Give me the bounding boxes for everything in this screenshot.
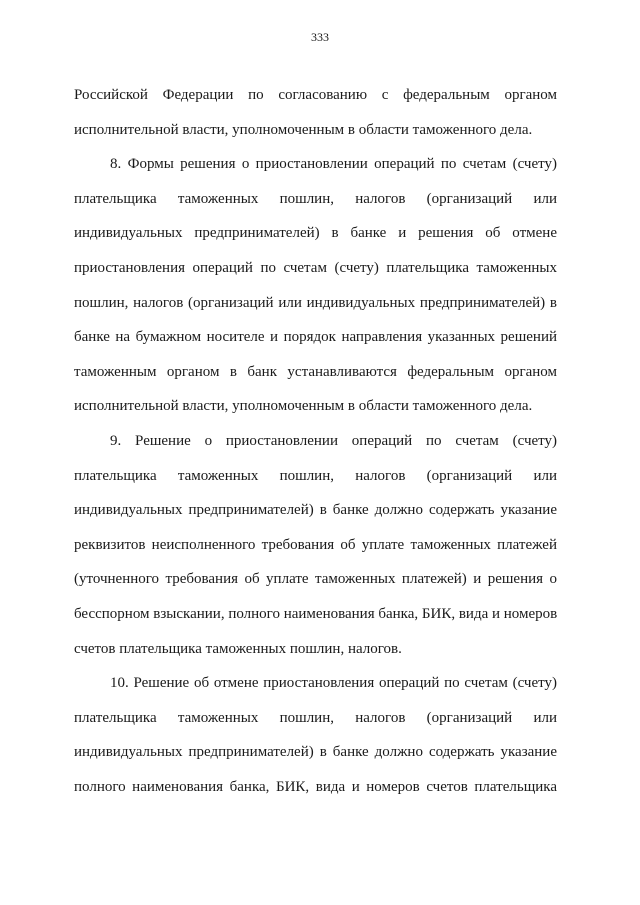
document-body [74, 78, 557, 804]
text-line: плательщика таможенных пошлин, налогов (организаций или [74, 190, 557, 207]
text-line: индивидуальных предпринимателей) в банке должно содержать указание [74, 744, 557, 761]
text-line: индивидуальных предпринимателей) в банке должно содержать указание [74, 502, 557, 519]
text-line: счетов плательщика таможенных пошлин, налогов. [74, 640, 402, 657]
text-line: исполнительной власти, уполномоченным в области таможенного дела. [74, 121, 533, 138]
paragraph-item-9 [74, 424, 557, 666]
text-line: бесспорном взыскании, полного наименования банка, БИК, вида и номеров [74, 605, 558, 622]
text-line: (уточненного требования об уплате таможенных платежей) и решения о [74, 571, 557, 588]
text-line: таможенным органом в банк устанавливаются федеральным органом [74, 363, 557, 380]
text-line: полного наименования банка, БИК, вида и номеров счетов плательщика [74, 778, 557, 795]
text-line: 9. Решение о приостановлении операций по счетам (счету) [110, 432, 557, 449]
text-line: приостановления операций по счетам (счету) плательщика таможенных [74, 259, 557, 276]
text-line: пошлин, налогов (организаций или индивидуальных предпринимателей) в [74, 294, 557, 311]
paragraph-item-10 [74, 666, 557, 804]
paragraph-continuation [74, 78, 557, 147]
text-line: плательщика таможенных пошлин, налогов (организаций или [74, 467, 557, 484]
text-line: Российской Федерации по согласованию с федеральным органом [74, 87, 557, 103]
text-line: реквизитов неисполненного требования об уплате таможенных платежей [74, 536, 557, 553]
text-line: плательщика таможенных пошлин, налогов (организаций или [74, 709, 557, 726]
text-line: индивидуальных предпринимателей) в банке и решения об отмене [74, 225, 557, 242]
text-line: банке на бумажном носителе и порядок направления указанных решений [74, 329, 557, 346]
page-number: 333 [311, 30, 329, 44]
text-line: 8. Формы решения о приостановлении операций по счетам (счету) [110, 156, 557, 173]
text-line: исполнительной власти, уполномоченным в области таможенного дела. [74, 398, 533, 415]
paragraph-item-8 [74, 147, 557, 424]
text-line: 10. Решение об отмене приостановления операций по счетам (счету) [110, 675, 557, 692]
